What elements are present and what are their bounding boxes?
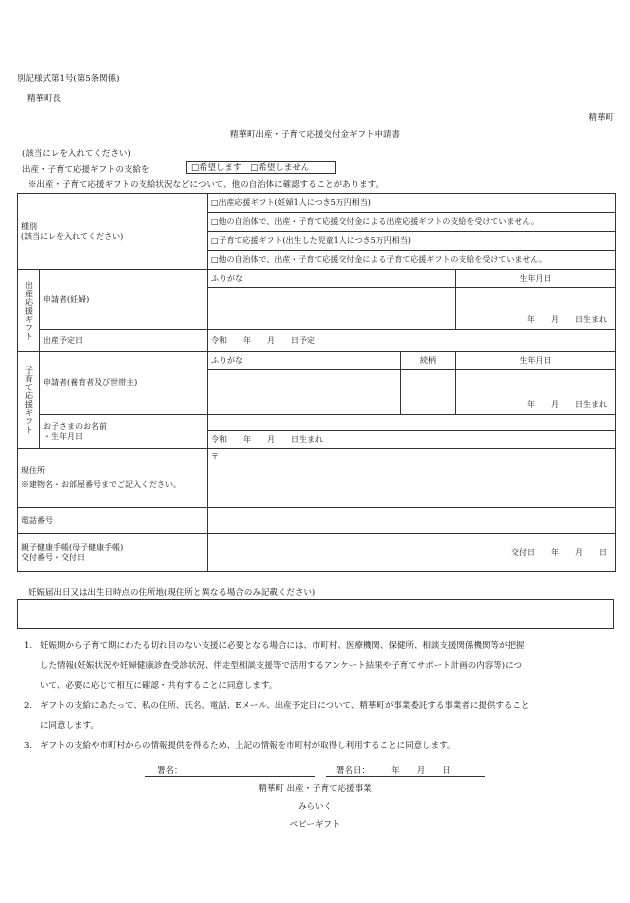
phone-field[interactable] <box>208 508 616 534</box>
applicant-guardian-label: 申請者(養育者及び世帯主) <box>40 352 208 415</box>
relation-field[interactable] <box>401 370 456 415</box>
form-number: 別記様式第1号(第5条関係) <box>17 74 120 84</box>
applicant-guardian-name-field[interactable] <box>208 370 401 415</box>
dob-label: 生年月日 <box>456 270 616 288</box>
handbook-label: 親子健康手帳(母子健康手帳) <box>21 542 124 552</box>
address-label: 現住所 <box>21 466 45 475</box>
consent-line: に同意します。 <box>40 721 99 731</box>
support-choice-box <box>186 161 336 174</box>
child-name-label-cell <box>40 415 208 449</box>
due-date-field[interactable]: 令和 年 月 日予定 <box>208 330 616 352</box>
due-date-label: 出産予定日 <box>40 330 208 352</box>
type-instruction: (該当にレを入れてください) <box>21 231 124 241</box>
option-no-checkbox[interactable]: □希望しません <box>250 163 310 173</box>
application-form-table <box>17 193 616 572</box>
signature-name-field[interactable] <box>145 764 315 777</box>
addressee: 精華町長 <box>27 94 62 104</box>
handbook-sub-label: 交付番号・交付日 <box>21 552 85 562</box>
check-instruction: (該当にレを入れてください) <box>22 149 131 159</box>
address-label-cell <box>18 449 208 508</box>
page-title: 精華町出産・子育て応援交付金ギフト申請書 <box>229 130 400 140</box>
postal-mark: 〒 <box>211 452 219 461</box>
address-note: ※建物名・お部屋番号までご記入ください。 <box>21 480 181 489</box>
consent-line: いて、必要に応じて相互に確認・共有することに同意します。 <box>40 681 278 691</box>
type-option-birth-confirm[interactable]: □他の自治体で、出産・子育て応援交付金による出産応援ギフトの支給を受けていません。 <box>208 213 616 232</box>
type-label-cell <box>18 194 208 270</box>
consent-item <box>24 696 616 736</box>
phone-label: 電話番号 <box>18 508 208 534</box>
child-name-label: お子さまのお名前 <box>43 421 107 431</box>
type-label: 種別 <box>21 221 37 231</box>
relation-label: 続柄 <box>401 352 456 370</box>
consent-line: 妊娠期から子育て期にわたる切れ目のない支援に必要となる場合には、市町村、医療機関、保健所、相談支援関係機関等が把握 <box>40 641 525 651</box>
furigana-label-2: ふりがな <box>208 352 401 370</box>
handbook-issue-field[interactable]: 交付日 年 月 日 <box>208 534 616 572</box>
consent-line: した情報(妊娠状況や妊婦健康診査受診状況、伴走型相談支援等で活用するアンケート結果や子育てサポート計画の内容等)につ <box>40 661 522 671</box>
child-dob-label: ・生年月日 <box>43 431 83 441</box>
dob-label-2: 生年月日 <box>456 352 616 370</box>
issuer: 精華町 <box>588 113 614 123</box>
dob-field[interactable]: 年 月 日生まれ <box>456 288 616 330</box>
child-dob-field[interactable]: 令和 年 月 日生まれ <box>208 431 616 449</box>
consent-line: ギフトの支給にあたって、私の住所、氏名、電話、Eメール、出産予定日について、精華町が事業委託する事業者に提供すること <box>40 701 530 711</box>
consent-number: 2. <box>24 701 33 711</box>
support-question: 出産・子育て応援ギフトの支給を <box>22 165 150 175</box>
furigana-label: ふりがな <box>208 270 456 288</box>
footer-program: 精華町 出産・子育て応援事業 <box>258 784 372 794</box>
type-option-childcare-confirm[interactable]: □他の自治体で、出産・子育て応援交付金による子育て応援ギフトの支給を受けていません。 <box>208 251 616 270</box>
childcare-section-label: 子育て応援ギフト <box>18 352 40 449</box>
handbook-label-cell <box>18 534 208 572</box>
signature-date-field[interactable] <box>326 764 485 777</box>
type-option-birth[interactable]: □出産応援ギフト(妊婦1人につき5万円相当) <box>208 194 616 213</box>
confirm-note: ※出産・子育て応援ギフトの支給状況などについて、他の自治体に確認することがあります。 <box>28 180 384 190</box>
consent-item <box>24 636 616 696</box>
consent-item <box>24 736 616 756</box>
other-address-field[interactable] <box>17 599 614 629</box>
consent-number: 3. <box>24 741 33 751</box>
consent-notes <box>24 636 616 756</box>
birth-section-label: 出産応援ギフト <box>18 270 40 352</box>
consent-line: ギフトの支給や市町村からの情報提供を得るため、上記の情報を市町村が取得し利用することに同意します。 <box>40 741 456 751</box>
dob-field-2[interactable]: 年 月 日生まれ <box>456 370 616 415</box>
footer-gift: ベビーギフト <box>289 820 341 830</box>
applicant-pregnant-name-field[interactable] <box>208 288 456 330</box>
address-field[interactable] <box>208 449 616 508</box>
option-yes-checkbox[interactable]: □希望します <box>191 163 242 173</box>
consent-number: 1. <box>24 641 33 651</box>
applicant-pregnant-label: 申請者(妊婦) <box>40 270 208 330</box>
child-name-field[interactable] <box>208 415 616 431</box>
type-option-childcare[interactable]: □子育て応援ギフト(出生した児童1人につき5万円相当) <box>208 232 616 251</box>
signature-date-label: 署名日： 年 月 日 <box>336 766 451 776</box>
signature-name-label: 署名： <box>157 766 183 776</box>
other-address-label: 妊娠届出日又は出生日時点の住所地(現住所と異なる場合のみ記載ください) <box>28 588 316 598</box>
footer-brand: みらいく <box>297 802 332 812</box>
